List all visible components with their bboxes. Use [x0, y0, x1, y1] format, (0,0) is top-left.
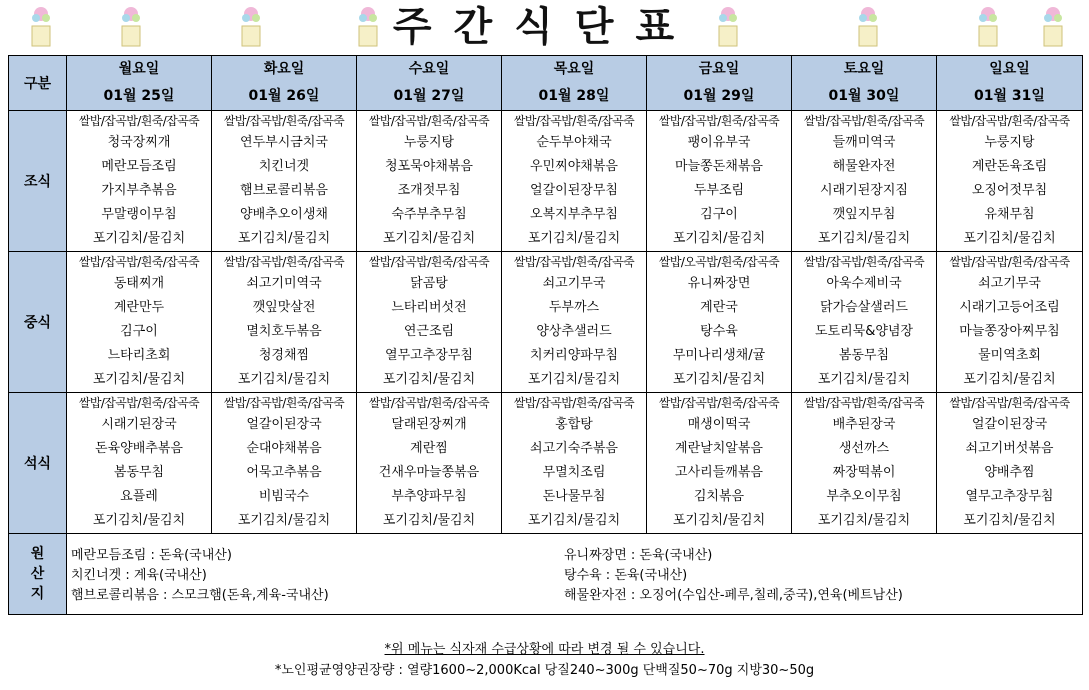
origin-list-right — [564, 546, 903, 606]
day-name: 수요일 — [408, 61, 450, 77]
menu-item: 쌀밥/잡곡밥/흰죽/잡곡죽 — [803, 255, 925, 269]
origin-info — [67, 534, 1083, 615]
menu-cell — [937, 252, 1083, 393]
meal-label-lunch: 중식 — [9, 252, 67, 393]
footer-notes — [0, 640, 1089, 682]
menu-item: 김구이 — [120, 324, 158, 339]
menu-item: 얼갈이된장국 — [246, 417, 322, 432]
menu-item: 동태찌개 — [113, 276, 165, 291]
menu-item: 계란만두 — [113, 300, 165, 315]
menu-item: 포기김치/물김치 — [817, 231, 911, 246]
menu-item: 오복지부추무침 — [530, 207, 618, 222]
origin-row — [9, 534, 1083, 615]
day-name: 월요일 — [118, 61, 160, 77]
menu-item: 짜장떡볶이 — [832, 465, 896, 480]
menu-item: 도토리묵&양념장 — [814, 324, 914, 339]
menu-cell — [647, 393, 792, 534]
day-header-thu — [502, 56, 647, 111]
breakfast-row — [9, 111, 1083, 252]
menu-item: 계란날치알볶음 — [675, 441, 763, 456]
menu-cell — [357, 111, 502, 252]
origin-label — [9, 534, 67, 615]
menu-item: 얼갈이된장국 — [971, 417, 1048, 432]
menu-cell — [647, 111, 792, 252]
day-name: 일요일 — [989, 61, 1030, 77]
menu-item: 치킨너겟 — [258, 159, 310, 174]
menu-item: 쌀밥/잡곡밥/흰죽/잡곡죽 — [513, 396, 635, 410]
menu-item: 들깨미역국 — [832, 135, 896, 150]
menu-item: 쌀밥/잡곡밥/흰죽/잡곡죽 — [513, 255, 635, 269]
menu-item: 메란모듬조림 — [101, 159, 177, 174]
origin-label-char: 산 — [30, 566, 45, 582]
menu-item: 쌀밥/잡곡밥/흰죽/잡곡죽 — [803, 114, 925, 128]
menu-cell — [357, 393, 502, 534]
menu-item: 쇠고기숙주볶음 — [530, 441, 618, 456]
menu-cell — [357, 252, 502, 393]
origin-list-left — [71, 546, 329, 606]
menu-item: 시래기된장국 — [101, 417, 177, 432]
menu-item: 느타리버섯전 — [391, 300, 467, 315]
menu-item: 연두부시금치국 — [240, 135, 328, 150]
menu-item: 조개젓무침 — [397, 183, 461, 198]
menu-item: 무미나리생채/귤 — [672, 348, 766, 363]
menu-item: 포기김치/물김치 — [817, 513, 911, 528]
menu-cell — [502, 393, 647, 534]
menu-item: 쌀밥/잡곡밥/흰죽/잡곡죽 — [223, 114, 345, 128]
menu-item: 어묵고추볶음 — [246, 465, 322, 480]
menu-item: 마늘쫑돈채볶음 — [675, 159, 763, 174]
menu-item: 쌀밥/잡곡밥/흰죽/잡곡죽 — [658, 114, 780, 128]
menu-item: 김치볶음 — [693, 489, 745, 504]
menu-item: 쇠고기버섯볶음 — [965, 441, 1054, 456]
menu-item: 포기김치/물김치 — [527, 372, 621, 387]
menu-item: 계란찜 — [410, 441, 448, 456]
menu-item: 두부까스 — [548, 300, 600, 315]
menu-item: 포기김치/물김치 — [237, 231, 331, 246]
menu-cell — [647, 252, 792, 393]
menu-item: 포기김치/물김치 — [963, 513, 1056, 528]
menu-item: 두부조림 — [693, 183, 745, 198]
origin-entry: 탕수육 : 돈육(국내산) — [564, 568, 688, 583]
menu-item: 포기김치/물김치 — [237, 372, 331, 387]
menu-item: 닭가슴살샐러드 — [820, 300, 908, 315]
menu-item: 시래기된장지짐 — [820, 183, 908, 198]
menu-item: 부추양파무침 — [391, 489, 467, 504]
menu-item: 깻잎맛살전 — [252, 300, 316, 315]
menu-item: 포기김치/물김치 — [672, 513, 766, 528]
menu-cell — [792, 393, 937, 534]
menu-item: 물미역초회 — [978, 348, 1041, 363]
origin-label-char: 지 — [30, 586, 45, 602]
menu-cell — [937, 111, 1083, 252]
menu-item: 봄동무침 — [113, 465, 165, 480]
menu-item: 돈나물무침 — [542, 489, 606, 504]
menu-item: 쌀밥/잡곡밥/흰죽/잡곡죽 — [803, 396, 925, 410]
menu-item: 김구이 — [700, 207, 738, 222]
menu-item: 유니짜장면 — [687, 276, 751, 291]
menu-cell — [212, 111, 357, 252]
category-header: 구분 — [9, 56, 67, 111]
origin-label-char: 원 — [30, 546, 45, 562]
menu-item: 숙주부추무침 — [391, 207, 467, 222]
menu-item: 닭곰탕 — [410, 276, 448, 291]
menu-item: 부추오이무침 — [826, 489, 902, 504]
menu-item: 멸치호두볶음 — [246, 324, 322, 339]
menu-item: 순대야채볶음 — [246, 441, 322, 456]
menu-item: 햄브로콜리볶음 — [240, 183, 328, 198]
menu-item: 포기김치/물김치 — [963, 231, 1056, 246]
menu-item: 쌀밥/잡곡밥/흰죽/잡곡죽 — [223, 255, 345, 269]
menu-item: 쇠고기무국 — [978, 276, 1041, 291]
menu-item: 돈육양배추볶음 — [95, 441, 183, 456]
menu-item: 쌀밥/잡곡밥/흰죽/잡곡죽 — [368, 255, 490, 269]
day-header-sat — [792, 56, 937, 111]
menu-item: 얼갈이된장무침 — [530, 183, 618, 198]
menu-item: 포기김치/물김치 — [527, 231, 621, 246]
menu-cell — [792, 111, 937, 252]
menu-item: 누룽지탕 — [403, 135, 455, 150]
origin-entry: 햄브로콜리볶음 : 스모크햄(돈육,계육-국내산) — [71, 588, 329, 603]
menu-cell — [212, 393, 357, 534]
menu-item: 순두부야채국 — [536, 135, 612, 150]
day-date: 01월 29일 — [683, 88, 755, 104]
day-date: 01월 27일 — [393, 88, 465, 104]
menu-item: 쌀밥/잡곡밥/흰죽/잡곡죽 — [949, 255, 1070, 269]
menu-item: 쌀밥/잡곡밥/흰죽/잡곡죽 — [658, 396, 780, 410]
menu-item: 포기김치/물김치 — [382, 513, 476, 528]
menu-item: 생선까스 — [838, 441, 890, 456]
origin-entry: 해물완자전 : 오징어(수입산-페루,칠레,중국),연육(베트남산) — [564, 588, 903, 603]
menu-item: 청포묵야채볶음 — [385, 159, 473, 174]
day-date: 01월 31일 — [974, 88, 1045, 104]
origin-entry: 메란모듬조림 : 돈육(국내산) — [71, 548, 232, 563]
menu-item: 포기김치/물김치 — [817, 372, 911, 387]
menu-cell — [67, 393, 212, 534]
meal-label-breakfast: 조식 — [9, 111, 67, 252]
menu-change-notice: *위 메뉴는 식자재 수급상황에 따라 변경 될 수 있습니다. — [384, 642, 705, 657]
menu-item: 계란국 — [700, 300, 738, 315]
menu-item: 열무고추장무침 — [965, 489, 1054, 504]
menu-item: 봄동무침 — [838, 348, 890, 363]
lunch-row — [9, 252, 1083, 393]
day-name: 토요일 — [843, 61, 885, 77]
day-header-tue — [212, 56, 357, 111]
menu-item: 비빔국수 — [258, 489, 310, 504]
menu-item: 아욱수제비국 — [826, 276, 902, 291]
menu-item: 양배추찜 — [984, 465, 1035, 480]
menu-item: 포기김치/물김치 — [963, 372, 1056, 387]
menu-item: 연근조림 — [403, 324, 455, 339]
menu-item: 청국장찌개 — [107, 135, 171, 150]
menu-item: 양배추오이생채 — [240, 207, 328, 222]
nutrition-recommendation: *노인평균영양권장량 : 열량1600~2,000Kcal 당질240~300g 단백질50~70g 지방30~50g — [274, 663, 815, 678]
menu-item: 치커리양파무침 — [530, 348, 618, 363]
menu-item: 무말랭이무침 — [101, 207, 177, 222]
menu-item: 쌀밥/잡곡밥/흰죽/잡곡죽 — [78, 396, 200, 410]
menu-item: 쌀밥/잡곡밥/흰죽/잡곡죽 — [949, 114, 1070, 128]
menu-item: 쌀밥/잡곡밥/흰죽/잡곡죽 — [78, 255, 200, 269]
menu-cell — [502, 252, 647, 393]
menu-item: 쇠고기무국 — [542, 276, 606, 291]
day-date: 01월 28일 — [538, 88, 610, 104]
menu-item: 포기김치/물김치 — [92, 231, 186, 246]
menu-item: 느타리초회 — [107, 348, 171, 363]
menu-cell — [212, 252, 357, 393]
menu-item: 포기김치/물김치 — [527, 513, 621, 528]
header-row — [9, 56, 1083, 111]
day-date: 01월 26일 — [248, 88, 320, 104]
menu-item: 포기김치/물김치 — [382, 231, 476, 246]
menu-item: 오징어젓무침 — [971, 183, 1048, 198]
menu-item: 건새우마늘쫑볶음 — [378, 465, 480, 480]
menu-item: 달래된장찌개 — [391, 417, 467, 432]
menu-item: 마늘쫑장아찌무침 — [959, 324, 1060, 339]
menu-item: 고사리들깨볶음 — [675, 465, 763, 480]
menu-item: 쌀밥/잡곡밥/흰죽/잡곡죽 — [368, 114, 490, 128]
menu-item: 포기김치/물김치 — [672, 231, 766, 246]
menu-item: 계란돈육조림 — [971, 159, 1048, 174]
menu-item: 깻잎지무침 — [832, 207, 896, 222]
menu-item: 포기김치/물김치 — [92, 372, 186, 387]
dinner-row — [9, 393, 1083, 534]
meal-label-dinner: 석식 — [9, 393, 67, 534]
menu-item: 쇠고기미역국 — [246, 276, 322, 291]
day-date: 01월 25일 — [103, 88, 175, 104]
menu-item: 유채무침 — [984, 207, 1035, 222]
menu-cell — [67, 252, 212, 393]
menu-item: 쌀밥/잡곡밥/흰죽/잡곡죽 — [949, 396, 1070, 410]
menu-item: 탕수육 — [700, 324, 738, 339]
menu-cell — [792, 252, 937, 393]
menu-item: 쌀밥/잡곡밥/흰죽/잡곡죽 — [78, 114, 200, 128]
menu-item: 쌀밥/오곡밥/흰죽/잡곡죽 — [658, 255, 780, 269]
origin-entry: 유니짜장면 : 돈육(국내산) — [564, 548, 713, 563]
origin-entry: 치킨너겟 : 계육(국내산) — [71, 568, 207, 583]
menu-item: 양상추샐러드 — [536, 324, 612, 339]
menu-item: 누룽지탕 — [984, 135, 1035, 150]
day-header-wed — [357, 56, 502, 111]
menu-item: 시래기고등어조림 — [959, 300, 1060, 315]
menu-item: 해물완자전 — [832, 159, 896, 174]
day-name: 목요일 — [553, 61, 595, 77]
menu-item: 쌀밥/잡곡밥/흰죽/잡곡죽 — [368, 396, 490, 410]
menu-item: 홍합탕 — [555, 417, 593, 432]
menu-item: 포기김치/물김치 — [92, 513, 186, 528]
day-header-mon — [67, 56, 212, 111]
page-header — [0, 0, 1089, 54]
menu-item: 매생이떡국 — [687, 417, 751, 432]
page-title: 주간식단표 — [392, 4, 697, 50]
day-header-sun — [937, 56, 1083, 111]
day-name: 화요일 — [263, 61, 305, 77]
menu-item: 포기김치/물김치 — [237, 513, 331, 528]
menu-item: 우민찌야채볶음 — [530, 159, 618, 174]
day-header-fri — [647, 56, 792, 111]
menu-item: 배추된장국 — [832, 417, 896, 432]
menu-item: 청경채찜 — [258, 348, 310, 363]
menu-cell — [502, 111, 647, 252]
menu-item: 팽이유부국 — [687, 135, 751, 150]
menu-cell — [937, 393, 1083, 534]
menu-item: 쌀밥/잡곡밥/흰죽/잡곡죽 — [513, 114, 635, 128]
menu-item: 포기김치/물김치 — [382, 372, 476, 387]
menu-item: 가지부추볶음 — [101, 183, 177, 198]
menu-item: 쌀밥/잡곡밥/흰죽/잡곡죽 — [223, 396, 345, 410]
menu-cell — [67, 111, 212, 252]
menu-item: 요플레 — [120, 489, 158, 504]
menu-item: 열무고추장무침 — [385, 348, 473, 363]
menu-item: 포기김치/물김치 — [672, 372, 766, 387]
weekly-menu-table — [8, 55, 1083, 615]
menu-item: 무멸치조림 — [542, 465, 606, 480]
day-date: 01월 30일 — [828, 88, 900, 104]
day-name: 금요일 — [698, 61, 740, 77]
